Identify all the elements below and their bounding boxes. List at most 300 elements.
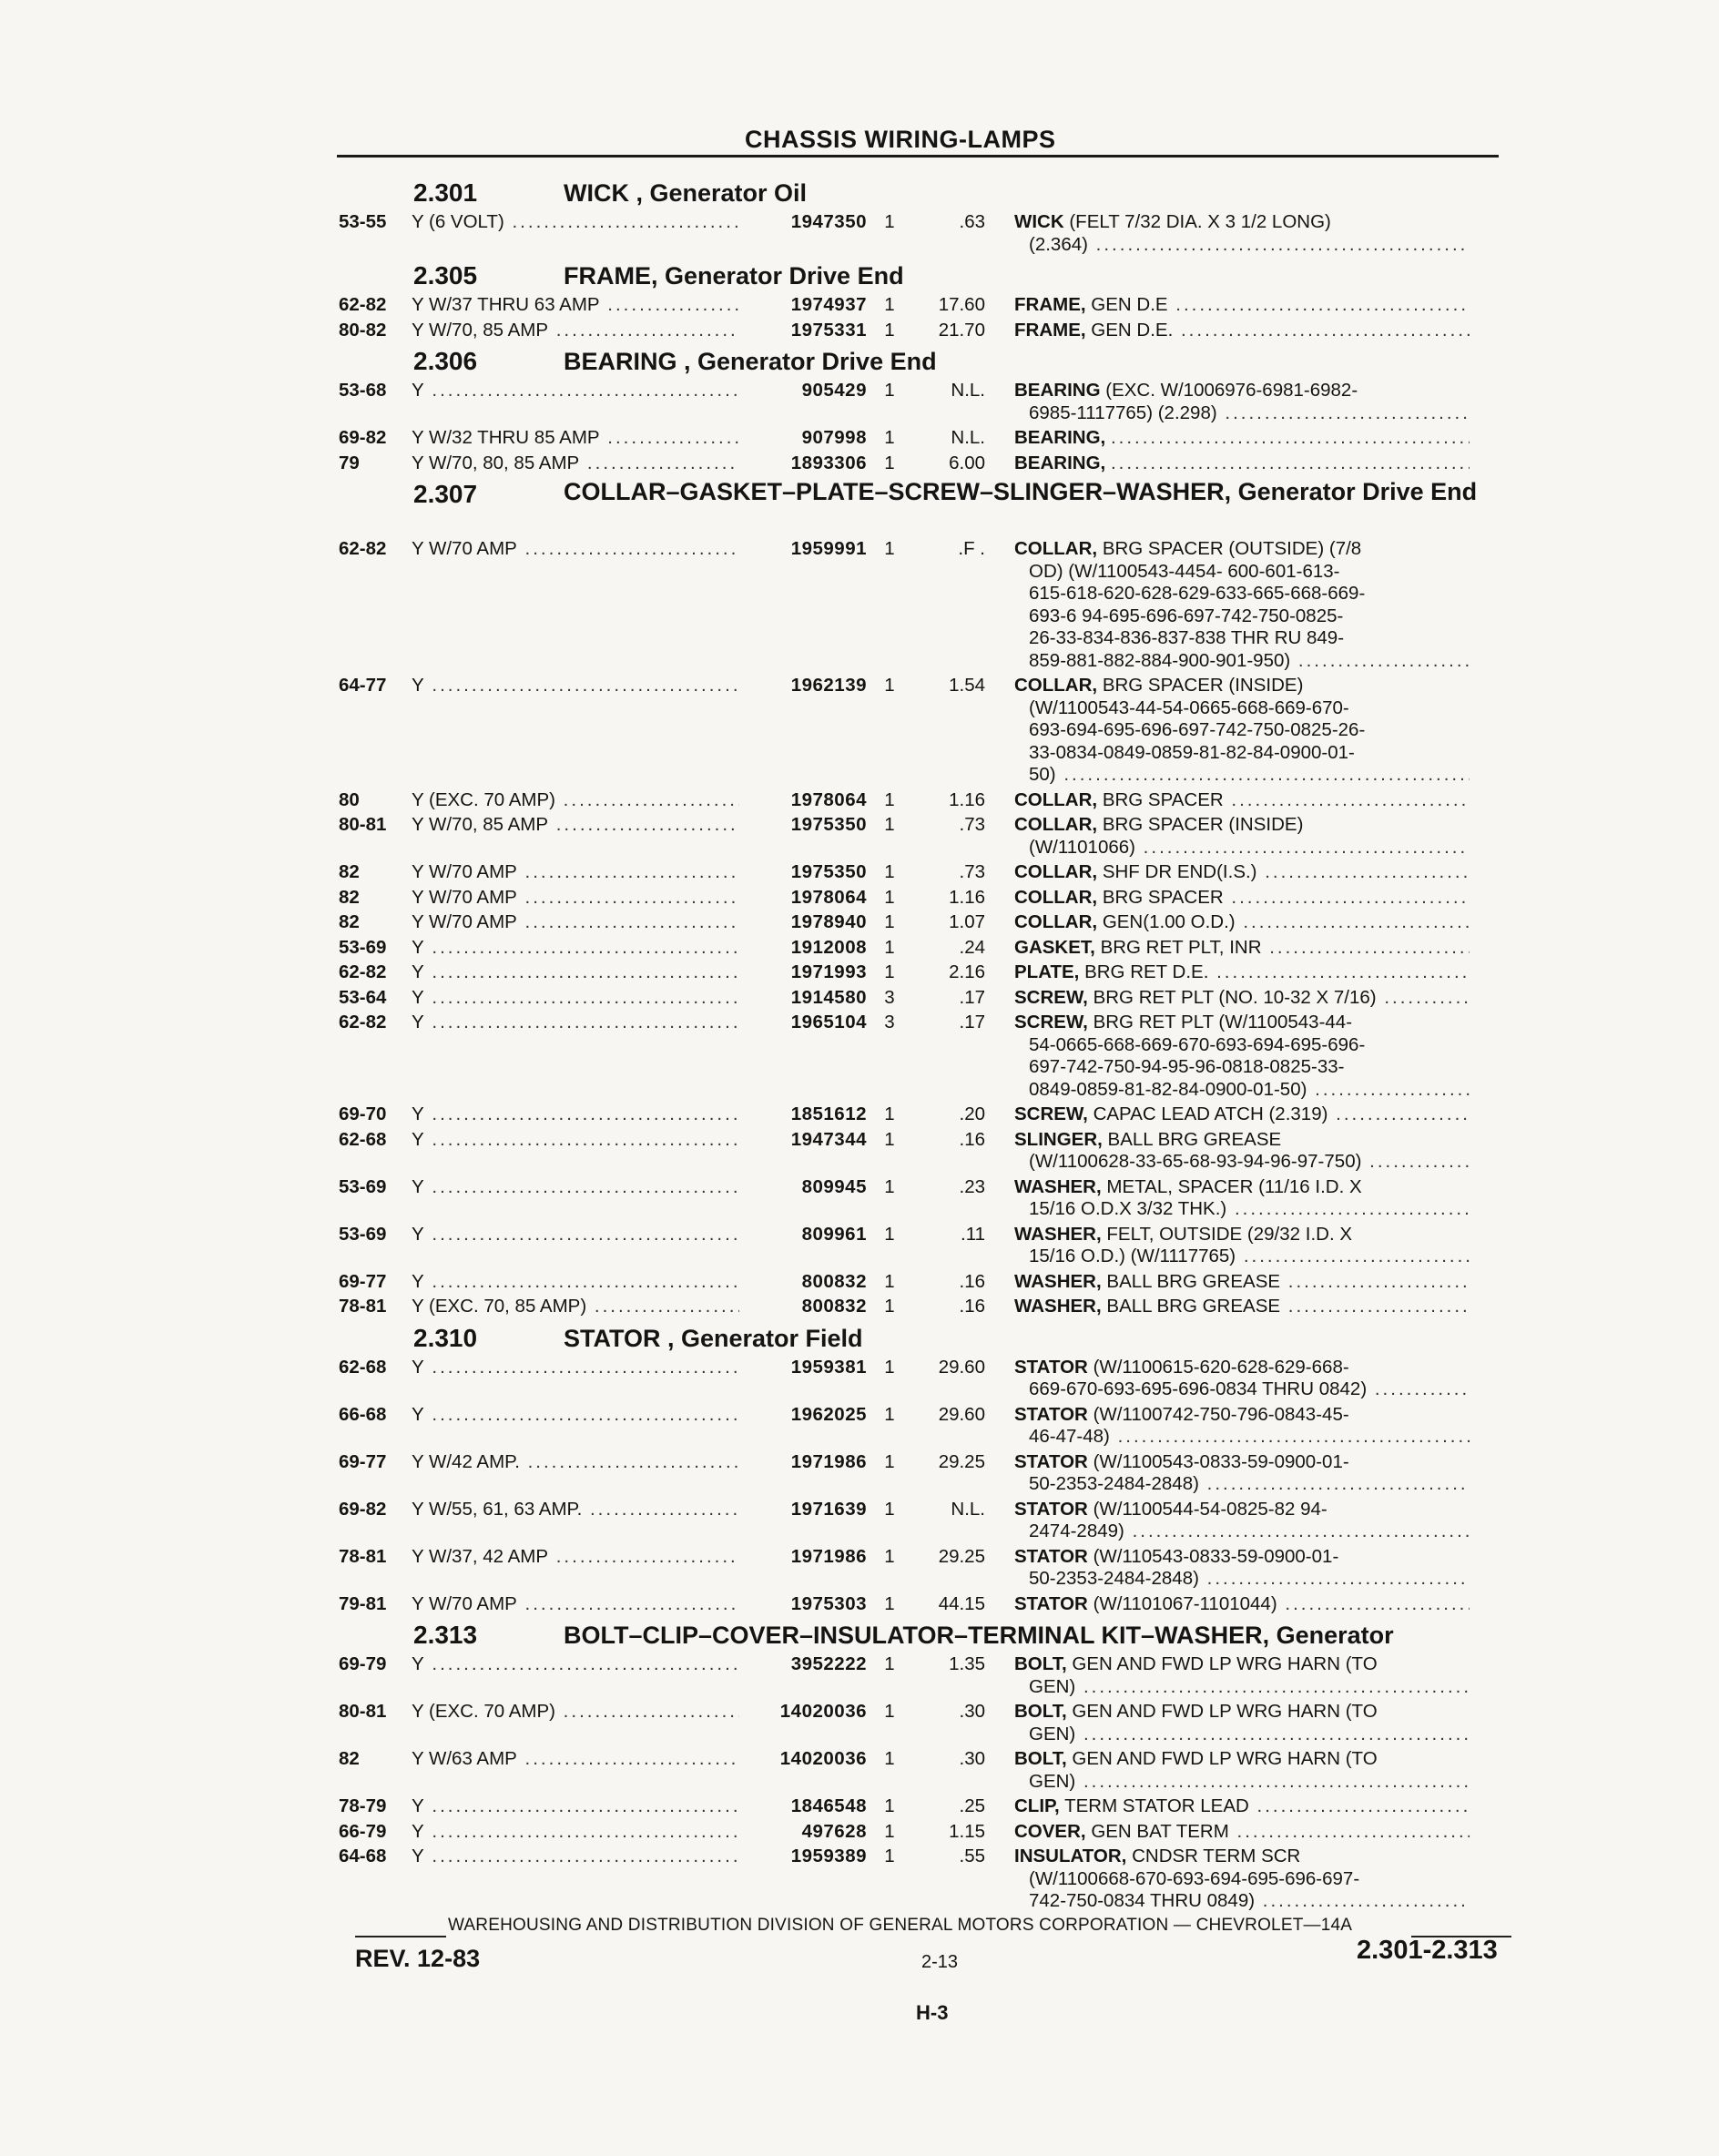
quantity: 1 <box>884 1592 895 1614</box>
part-number: 1974937 <box>790 294 867 315</box>
price: .20 <box>959 1103 985 1124</box>
part-name: COLLAR, <box>1014 861 1098 882</box>
part-description <box>1014 887 1470 910</box>
description-line <box>1014 1103 1470 1126</box>
quantity: 1 <box>884 1498 895 1520</box>
description-continuation: 742-750-0834 THRU 0849) ..... <box>1014 1890 1470 1913</box>
part-detail: GEN D.E. <box>1091 319 1174 341</box>
quantity: 1 <box>884 427 895 448</box>
section-range: 2.301-2.313 <box>1357 1936 1498 1965</box>
price: .23 <box>959 1175 985 1197</box>
part-description <box>1014 1103 1470 1126</box>
part-row <box>339 1846 1513 1913</box>
description-line <box>1014 987 1470 1010</box>
part-description <box>1014 453 1470 475</box>
model-years: 69-77 <box>339 1270 387 1292</box>
price: 44.15 <box>938 1592 985 1614</box>
model-years: 80 <box>339 788 360 810</box>
description-continuation: 46-47-48) ..... <box>1014 1426 1470 1449</box>
quantity: 1 <box>884 1795 895 1816</box>
quantity: 1 <box>884 1748 895 1769</box>
application: Y W/37, 42 AMP ..... <box>412 1546 739 1591</box>
part-detail: GEN AND FWD LP WRG HARN (TO <box>1072 1653 1378 1674</box>
part-number: 1971986 <box>790 1450 867 1472</box>
part-name: COVER, <box>1014 1820 1086 1842</box>
model-years: 80-82 <box>339 319 387 341</box>
description-line <box>1014 1748 1470 1771</box>
part-number: 1846548 <box>790 1795 867 1816</box>
part-name: WASHER, <box>1014 1223 1102 1245</box>
quantity: 1 <box>884 1403 895 1425</box>
part-name: FRAME, <box>1014 294 1086 315</box>
description-line <box>1014 427 1470 450</box>
quantity: 1 <box>884 911 895 932</box>
part-detail: GEN(1.00 O.D.) <box>1102 911 1236 932</box>
price: .16 <box>959 1296 985 1317</box>
part-row <box>339 1701 1513 1745</box>
model-years: 64-77 <box>339 675 387 696</box>
description-continuation: 2474-2849) ..... <box>1014 1520 1470 1543</box>
model-years: 62-82 <box>339 961 387 982</box>
footer-publisher-line: WAREHOUSING AND DISTRIBUTION DIVISION OF GENERAL MOTORS CORPORATION — CHEVROLET—14A <box>448 1916 1353 1935</box>
section <box>339 261 1513 341</box>
price: 29.25 <box>938 1545 985 1567</box>
price: 17.60 <box>938 294 985 315</box>
application: Y ..... <box>412 675 739 787</box>
part-name: COLLAR, <box>1014 675 1098 696</box>
description-continuation: 50-2353-2484-2848) ..... <box>1014 1568 1470 1591</box>
application: Y W/70 AMP ..... <box>412 1593 739 1616</box>
model-years: 79-81 <box>339 1592 387 1614</box>
model-years: 78-81 <box>339 1545 387 1567</box>
model-years: 66-68 <box>339 1403 387 1425</box>
part-number: 1971986 <box>790 1545 867 1567</box>
part-detail: (W/1100544-54-0825-82 94- <box>1093 1498 1327 1520</box>
part-detail: METAL, SPACER (11/16 I.D. X <box>1106 1175 1362 1197</box>
section-number: 2.301 <box>413 178 478 207</box>
part-row <box>339 320 1513 342</box>
part-number: 1965104 <box>790 1012 867 1032</box>
part-number: 809961 <box>801 1223 867 1245</box>
part-description <box>1014 937 1470 960</box>
application: Y W/70, 80, 85 AMP ..... <box>412 453 739 475</box>
description-continuation: (W/1100543-44-54-0665-668-669-670- <box>1029 697 1349 718</box>
part-detail: BRG SPACER <box>1102 788 1224 810</box>
part-name: STATOR <box>1014 1403 1088 1425</box>
part-name: WICK <box>1014 211 1064 232</box>
part-row <box>339 887 1513 910</box>
part-name: COLLAR, <box>1014 814 1098 835</box>
price: .F . <box>958 538 985 559</box>
model-years: 53-69 <box>339 1175 387 1197</box>
part-description <box>1014 1821 1470 1844</box>
description-continuation: 15/16 O.D.) (W/1117765) ..... <box>1014 1246 1470 1268</box>
part-detail: BRG RET PLT (W/1100543-44- <box>1093 1012 1353 1032</box>
description-line <box>1014 911 1470 934</box>
part-number: 1962139 <box>790 675 867 696</box>
description-line <box>1014 1821 1470 1844</box>
price: 1.16 <box>949 788 985 810</box>
quantity: 1 <box>884 211 895 232</box>
application: Y ..... <box>412 1224 739 1268</box>
section-number: 2.313 <box>413 1621 478 1649</box>
part-detail: GEN BAT TERM <box>1091 1820 1229 1842</box>
part-detail: (FELT 7/32 DIA. X 3 1/2 LONG) <box>1069 211 1331 232</box>
description-line <box>1014 1271 1470 1294</box>
price: 29.60 <box>938 1356 985 1378</box>
part-row <box>339 675 1513 787</box>
application: Y ..... <box>412 987 739 1010</box>
part-number: 1978064 <box>790 886 867 908</box>
part-description <box>1014 1224 1470 1268</box>
part-description <box>1014 814 1470 859</box>
part-row <box>339 1748 1513 1793</box>
part-name: FRAME, <box>1014 319 1086 341</box>
model-years: 62-68 <box>339 1356 387 1378</box>
description-line <box>1014 1451 1470 1474</box>
section-title: FRAME, Generator Drive End <box>564 262 904 290</box>
model-years: 82 <box>339 911 360 932</box>
part-detail: BRG SPACER <box>1102 886 1224 908</box>
description-line <box>1014 1357 1470 1379</box>
application: Y W/70 AMP ..... <box>412 861 739 884</box>
price: 29.60 <box>938 1403 985 1425</box>
part-number: 497628 <box>801 1820 867 1842</box>
description-continuation: 669-670-693-695-696-0834 THRU 0842) ..... <box>1014 1378 1470 1401</box>
quantity: 1 <box>884 1175 895 1197</box>
part-description <box>1014 911 1470 934</box>
quantity: 3 <box>884 986 895 1008</box>
description-continuation: 693-694-695-696-697-742-750-0825-26- <box>1029 719 1366 740</box>
application: Y W/70 AMP ..... <box>412 538 739 672</box>
section-heading <box>339 347 1513 380</box>
part-detail: (W/1100742-750-796-0843-45- <box>1093 1403 1349 1425</box>
page-title: CHASSIS WIRING-LAMPS <box>745 126 1056 153</box>
model-years: 82 <box>339 1748 360 1769</box>
price: N.L. <box>951 427 985 448</box>
part-row <box>339 1357 1513 1401</box>
model-years: 62-82 <box>339 1012 387 1032</box>
price: .30 <box>959 1701 985 1722</box>
application: Y ..... <box>412 1821 739 1844</box>
part-number: 1975303 <box>790 1592 867 1614</box>
part-number: 1959389 <box>790 1846 867 1866</box>
price: 29.25 <box>938 1450 985 1472</box>
section <box>339 1621 1513 1913</box>
application: Y (6 VOLT) ..... <box>412 211 739 256</box>
description-continuation: 26-33-834-836-837-838 THR RU 849- <box>1029 627 1345 648</box>
description-line <box>1014 1795 1470 1818</box>
price: 1.16 <box>949 886 985 908</box>
part-row <box>339 789 1513 812</box>
section-number: 2.307 <box>413 480 478 508</box>
part-detail: FELT, OUTSIDE (29/32 I.D. X <box>1106 1223 1353 1245</box>
model-years: 53-55 <box>339 211 387 232</box>
quantity: 1 <box>884 1653 895 1674</box>
part-number: 1978064 <box>790 788 867 810</box>
section-heading <box>339 1621 1513 1653</box>
quantity: 1 <box>884 788 895 810</box>
model-years: 79 <box>339 452 360 473</box>
quantity: 1 <box>884 319 895 341</box>
application: Y W/70, 85 AMP ..... <box>412 320 739 342</box>
application: Y W/70 AMP ..... <box>412 887 739 910</box>
part-name: STATOR <box>1014 1592 1088 1614</box>
quantity: 1 <box>884 1103 895 1124</box>
application: Y ..... <box>412 1357 739 1401</box>
description-line <box>1014 1701 1470 1724</box>
part-row <box>339 1593 1513 1616</box>
description-continuation: OD) (W/1100543-4454- 600-601-613- <box>1029 560 1340 582</box>
application: Y ..... <box>412 1653 739 1698</box>
model-years: 82 <box>339 886 360 908</box>
part-name: SCREW, <box>1014 1012 1088 1032</box>
price: .11 <box>961 1223 985 1245</box>
description-continuation: 33-0834-0849-0859-81-82-84-0900-01- <box>1029 741 1355 763</box>
part-number: 1975331 <box>790 319 867 341</box>
part-number: 1978940 <box>790 911 867 932</box>
price: 1.35 <box>949 1653 985 1674</box>
description-continuation: GEN) ..... <box>1014 1771 1470 1794</box>
part-description <box>1014 1499 1470 1543</box>
description-continuation: 615-618-620-628-629-633-665-668-669- <box>1029 583 1366 604</box>
price: .55 <box>959 1846 985 1866</box>
part-name: STATOR <box>1014 1498 1088 1520</box>
part-row <box>339 1103 1513 1126</box>
price: .73 <box>959 814 985 835</box>
model-years: 69-79 <box>339 1653 387 1674</box>
quantity: 1 <box>884 1846 895 1866</box>
description-line <box>1014 937 1470 960</box>
description-continuation: GEN) ..... <box>1014 1676 1470 1699</box>
quantity: 1 <box>884 861 895 882</box>
price: .30 <box>959 1748 985 1769</box>
part-number: 1975350 <box>790 814 867 835</box>
price: 6.00 <box>949 452 985 473</box>
part-description <box>1014 789 1470 812</box>
section <box>339 347 1513 474</box>
part-detail: BRG RET D.E. <box>1084 961 1209 982</box>
price: .25 <box>959 1795 985 1816</box>
quantity: 1 <box>884 886 895 908</box>
part-detail: BALL BRG GREASE <box>1107 1128 1282 1150</box>
description-line <box>1014 453 1470 475</box>
description-continuation: 693-6 94-695-696-697-742-750-0825- <box>1029 605 1344 626</box>
part-description <box>1014 1357 1470 1401</box>
model-years: 53-68 <box>339 380 387 401</box>
description-line <box>1014 1012 1470 1034</box>
description-continuation: 15/16 O.D.X 3/32 THK.) ..... <box>1014 1198 1470 1221</box>
part-detail: GEN AND FWD LP WRG HARN (TO <box>1072 1701 1378 1722</box>
part-number: 1914580 <box>790 986 867 1008</box>
section-title: BOLT–CLIP–COVER–INSULATOR–TERMINAL KIT–WASHER, Generator <box>564 1622 1394 1649</box>
quantity: 1 <box>884 538 895 559</box>
part-detail: (W/1101067-1101044) <box>1093 1592 1277 1614</box>
model-years: 62-82 <box>339 294 387 315</box>
part-row <box>339 453 1513 475</box>
section-heading <box>339 480 1513 538</box>
part-name: BOLT, <box>1014 1653 1067 1674</box>
part-row <box>339 538 1513 672</box>
part-row <box>339 1296 1513 1318</box>
part-number: 3952222 <box>790 1653 867 1674</box>
part-number: 1959381 <box>790 1356 867 1378</box>
section-title: COLLAR–GASKET–PLATE–SCREW–SLINGER–WASHER, Generator Drive End <box>564 478 1478 505</box>
description-line <box>1014 1404 1470 1427</box>
page-code: H-3 <box>916 2001 949 2024</box>
price: .24 <box>959 936 985 958</box>
description-continuation: 697-742-750-94-95-96-0818-0825-33- <box>1029 1056 1345 1077</box>
part-row <box>339 861 1513 884</box>
price: .16 <box>959 1270 985 1292</box>
model-years: 78-81 <box>339 1296 387 1317</box>
part-row <box>339 814 1513 859</box>
description-continuation: GEN) ..... <box>1014 1724 1470 1746</box>
part-description <box>1014 1129 1470 1174</box>
application: Y W/70 AMP ..... <box>412 911 739 934</box>
part-description <box>1014 1846 1470 1913</box>
part-description <box>1014 1296 1470 1318</box>
description-continuation: (W/1101066) ..... <box>1014 837 1470 859</box>
application: Y ..... <box>412 380 739 424</box>
part-number: 1959991 <box>790 538 867 559</box>
part-description <box>1014 538 1470 672</box>
part-description <box>1014 380 1470 424</box>
revision-label: REV. 12-83 <box>355 1945 481 1972</box>
part-number: 809945 <box>801 1175 867 1197</box>
quantity: 1 <box>884 961 895 982</box>
model-years: 69-82 <box>339 427 387 448</box>
part-name: STATOR <box>1014 1545 1088 1567</box>
description-line <box>1014 861 1470 884</box>
part-number: 907998 <box>801 427 867 448</box>
part-detail: CAPAC LEAD ATCH (2.319) <box>1093 1103 1328 1124</box>
part-detail: BALL BRG GREASE <box>1106 1296 1281 1317</box>
part-name: COLLAR, <box>1014 911 1098 932</box>
quantity: 1 <box>884 675 895 696</box>
part-number: 1912008 <box>790 936 867 958</box>
part-detail: GEN AND FWD LP WRG HARN (TO <box>1072 1748 1378 1769</box>
section-number: 2.306 <box>413 347 478 375</box>
part-name: SCREW, <box>1014 1103 1088 1124</box>
description-continuation: 50-2353-2484-2848) ..... <box>1014 1473 1470 1496</box>
part-name: INSULATOR, <box>1014 1846 1127 1866</box>
description-line <box>1014 1224 1470 1246</box>
part-number: 1971993 <box>790 961 867 982</box>
part-description <box>1014 294 1470 317</box>
page-number: 2-13 <box>921 1952 959 1972</box>
application: Y ..... <box>412 937 739 960</box>
application: Y ..... <box>412 1012 739 1101</box>
quantity: 1 <box>884 380 895 401</box>
part-detail: (W/1100615-620-628-629-668- <box>1093 1356 1349 1378</box>
part-number: 1947344 <box>790 1128 867 1150</box>
part-detail: SHF DR END(I.S.) <box>1102 861 1257 882</box>
part-name: CLIP, <box>1014 1795 1060 1816</box>
price: .17 <box>959 1012 985 1032</box>
description-line <box>1014 789 1470 812</box>
description-continuation: 0849-0859-81-82-84-0900-01-50) ..... <box>1014 1079 1470 1102</box>
part-detail: (EXC. W/1006976-6981-6982- <box>1105 380 1358 401</box>
model-years: 64-68 <box>339 1846 387 1866</box>
quantity: 1 <box>884 1820 895 1842</box>
part-row <box>339 987 1513 1010</box>
description-line <box>1014 1176 1470 1199</box>
quantity: 1 <box>884 294 895 315</box>
application: Y ..... <box>412 1271 739 1294</box>
header-divider <box>337 155 1499 158</box>
model-years: 78-79 <box>339 1795 387 1816</box>
part-detail: CNDSR TERM SCR <box>1132 1846 1301 1866</box>
part-number: 14020036 <box>779 1701 867 1722</box>
application: Y (EXC. 70 AMP) ..... <box>412 1701 739 1745</box>
part-row <box>339 1821 1513 1844</box>
application: Y (EXC. 70 AMP) ..... <box>412 789 739 812</box>
part-name: COLLAR, <box>1014 538 1098 559</box>
description-continuation: 6985-1117765) (2.298) ..... <box>1014 402 1470 425</box>
part-row <box>339 427 1513 450</box>
model-years: 82 <box>339 861 360 882</box>
part-name: WASHER, <box>1014 1175 1102 1197</box>
part-row <box>339 294 1513 317</box>
part-description <box>1014 320 1470 342</box>
part-number: 1893306 <box>790 452 867 473</box>
price: 21.70 <box>938 319 985 341</box>
part-name: BEARING <box>1014 380 1101 401</box>
part-name: WASHER, <box>1014 1270 1102 1292</box>
part-detail: (W/110543-0833-59-0900-01- <box>1093 1545 1339 1567</box>
quantity: 1 <box>884 1223 895 1245</box>
price: .17 <box>959 986 985 1008</box>
quantity: 1 <box>884 936 895 958</box>
part-number: 1851612 <box>790 1103 867 1124</box>
section-number: 2.305 <box>413 261 478 290</box>
quantity: 1 <box>884 1701 895 1722</box>
part-detail: (W/1100543-0833-59-0900-01- <box>1093 1450 1349 1472</box>
part-description <box>1014 961 1470 984</box>
model-years: 53-64 <box>339 986 387 1008</box>
description-line <box>1014 1499 1470 1521</box>
parts-list <box>339 173 1513 1916</box>
description-line <box>1014 675 1470 697</box>
part-description <box>1014 1795 1470 1818</box>
part-description <box>1014 211 1470 256</box>
part-description <box>1014 1176 1470 1221</box>
quantity: 1 <box>884 452 895 473</box>
description-line <box>1014 1653 1470 1676</box>
quantity: 1 <box>884 1128 895 1150</box>
part-name: STATOR <box>1014 1356 1088 1378</box>
application: Y ..... <box>412 1846 739 1913</box>
part-description <box>1014 1748 1470 1793</box>
part-number: 800832 <box>801 1296 867 1317</box>
application: Y (EXC. 70, 85 AMP) ..... <box>412 1296 739 1318</box>
description-line <box>1014 961 1470 984</box>
price: .16 <box>959 1128 985 1150</box>
part-row <box>339 1271 1513 1294</box>
part-row <box>339 937 1513 960</box>
section <box>339 480 1513 1318</box>
price: .73 <box>959 861 985 882</box>
price: N.L. <box>951 380 985 401</box>
part-description <box>1014 1593 1470 1616</box>
model-years: 62-68 <box>339 1128 387 1150</box>
description-line <box>1014 1846 1470 1868</box>
part-name: WASHER, <box>1014 1296 1102 1317</box>
description-line <box>1014 1296 1470 1318</box>
quantity: 3 <box>884 1012 895 1032</box>
part-detail: BRG RET PLT (NO. 10-32 X 7/16) <box>1093 986 1377 1008</box>
